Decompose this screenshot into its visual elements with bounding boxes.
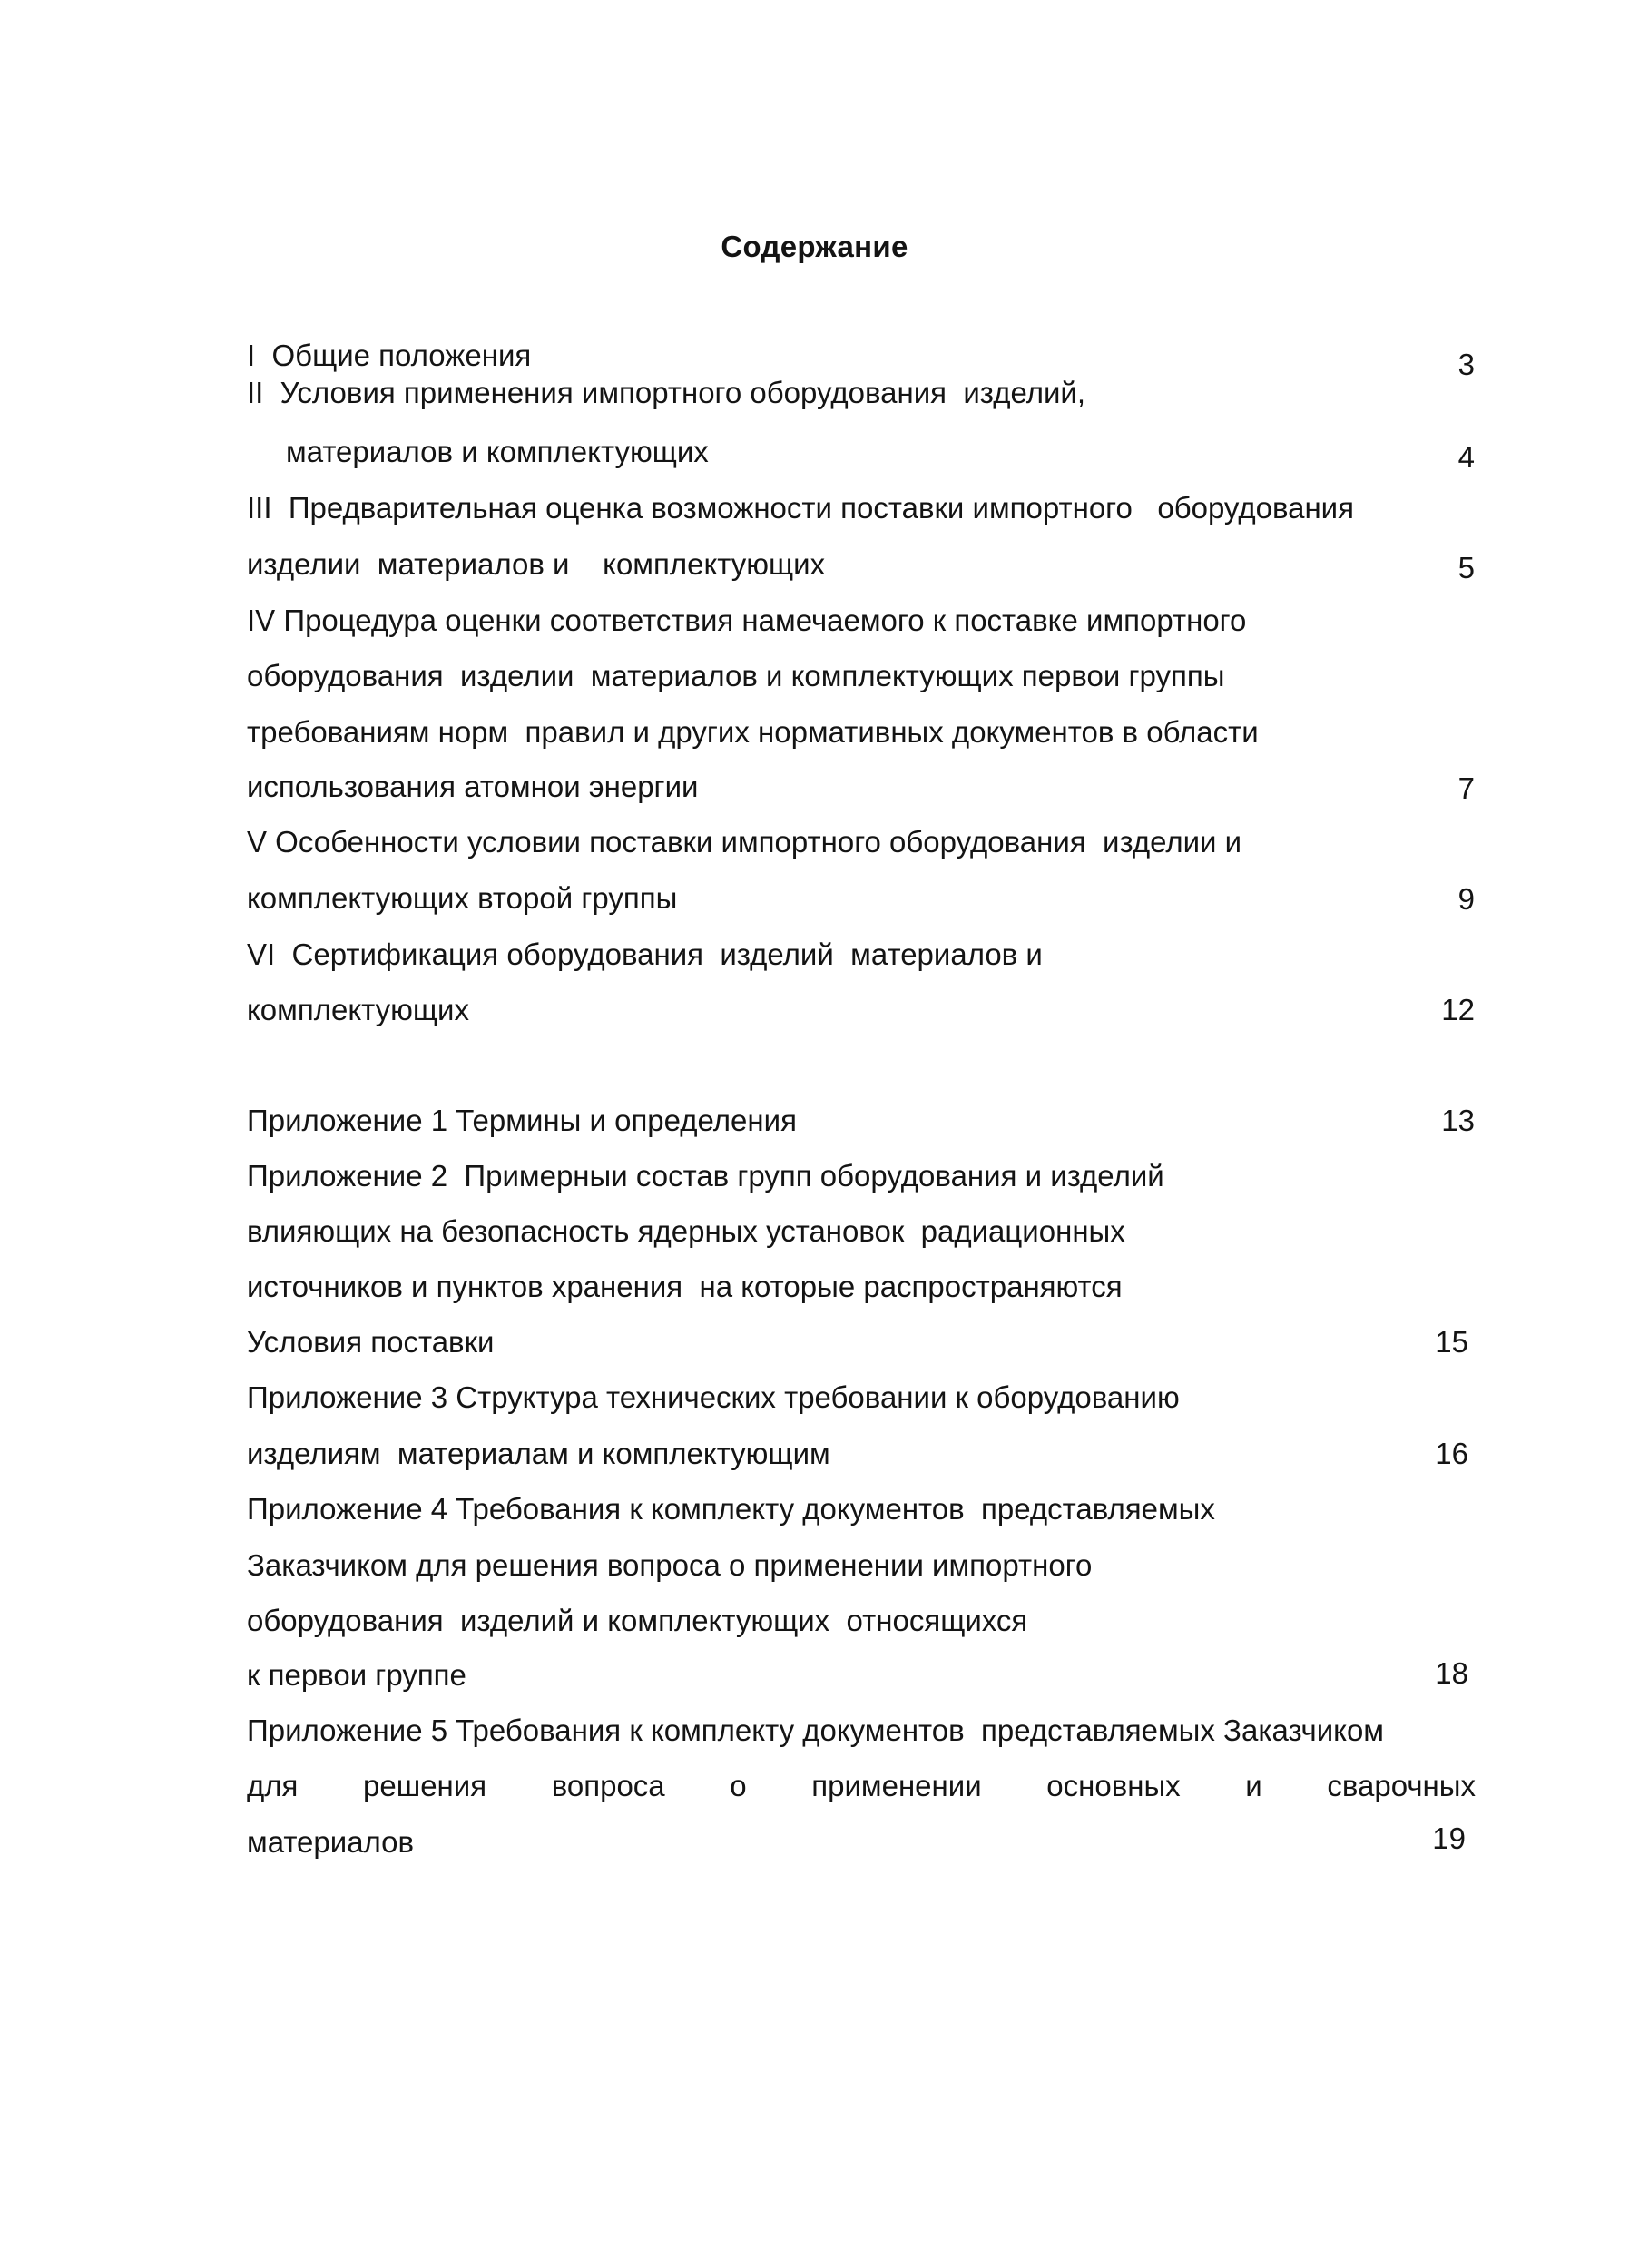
toc-word: для: [247, 1769, 299, 1802]
toc-line: Приложение 1 Термины и определения: [247, 1104, 797, 1137]
toc-page-number: 4: [1457, 440, 1475, 474]
toc-line: Приложение 5 Требования к комплекту документов представляемых Заказчиком: [247, 1713, 1384, 1747]
toc-line: IV Процедура оценки соответствия намечаемого к поставке импортного: [247, 604, 1247, 637]
toc-line: комплектующих второй группы: [247, 881, 678, 915]
toc-word: сварочных: [1327, 1769, 1476, 1802]
toc-word: применении: [811, 1769, 982, 1802]
page-title: Содержание: [721, 230, 908, 263]
toc-line: требованиям норм правил и других нормативных документов в области: [247, 715, 1259, 749]
toc-line: комплектующих: [247, 993, 469, 1026]
toc-word: основных: [1046, 1769, 1181, 1802]
toc-line: Приложение 3 Структура технических требовании к оборудованию: [247, 1380, 1180, 1414]
toc-page-number: 9: [1457, 882, 1475, 916]
toc-line: V Особенности условии поставки импортного оборудования изделии и: [247, 825, 1242, 859]
toc-page-number: 13: [1441, 1104, 1475, 1137]
toc-line: к первои группе: [247, 1658, 466, 1692]
toc-page-number: 15: [1435, 1325, 1468, 1359]
toc-line: использования атомнои энергии: [247, 770, 699, 803]
toc-line: материалов и комплектующих: [286, 435, 709, 468]
toc-line: Приложение 2 Примерныи состав групп оборудования и изделий: [247, 1159, 1164, 1193]
toc-line: II Условия применения импортного оборудования изделий,: [247, 376, 1085, 409]
toc-page-number: 3: [1457, 348, 1475, 381]
toc-line: изделиям материалам и комплектующим: [247, 1437, 830, 1470]
toc-line: III Предварительная оценка возможности поставки импортного оборудования: [247, 491, 1354, 525]
toc-word: и: [1245, 1769, 1262, 1802]
toc-line: материалов: [247, 1825, 415, 1859]
toc-line: влияющих на безопасность ядерных установок радиационных: [247, 1214, 1125, 1248]
toc-word: решения: [363, 1769, 487, 1802]
toc-page-number: 7: [1457, 771, 1475, 805]
toc-line: Условия поставки: [247, 1325, 495, 1359]
toc-page-number: 18: [1435, 1656, 1468, 1690]
toc-line: оборудования изделий и комплектующих относящихся: [247, 1604, 1028, 1637]
toc-line: оборудования изделии материалов и комплектующих первои группы: [247, 659, 1225, 692]
toc-page-number: 16: [1435, 1437, 1468, 1470]
toc-page-number: 12: [1441, 993, 1475, 1026]
toc-line: изделии материалов и комплектующих: [247, 547, 826, 581]
toc-word: вопроса: [551, 1769, 665, 1802]
toc-line-justified: [247, 1768, 1476, 1804]
toc-line: I Общие положения: [247, 339, 532, 372]
toc-page-number: 5: [1457, 551, 1475, 584]
toc-line: VI Сертификация оборудования изделий материалов и: [247, 938, 1043, 971]
toc-line: Приложение 4 Требования к комплекту документов представляемых: [247, 1492, 1215, 1526]
toc-word: о: [730, 1769, 747, 1802]
toc-line: источников и пунктов хранения на которые распространяются: [247, 1270, 1123, 1303]
toc-line: Заказчиком для решения вопроса о применении импортного: [247, 1548, 1093, 1582]
toc-page-number: 19: [1432, 1821, 1466, 1855]
